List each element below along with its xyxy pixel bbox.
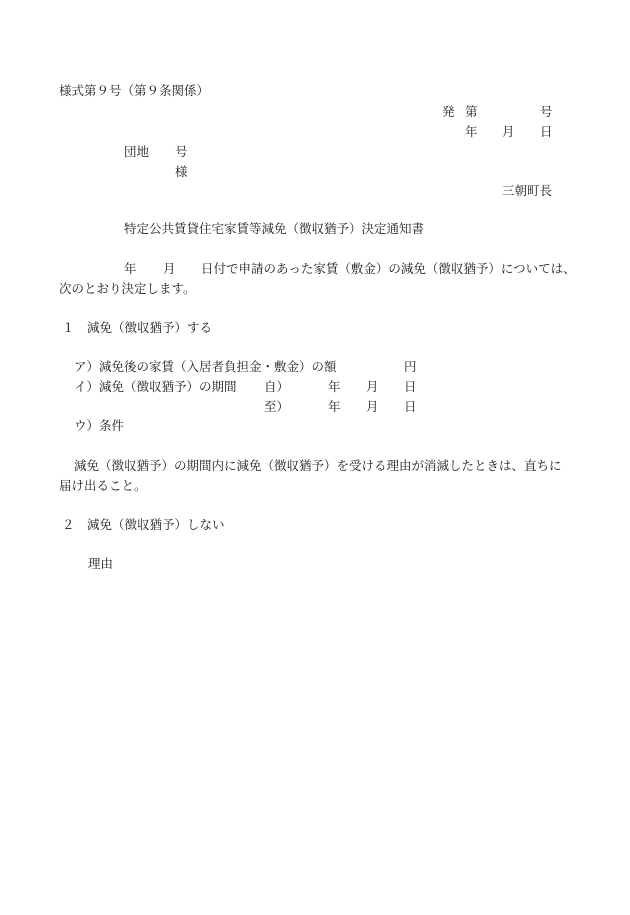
section1-heading: １ 減免（徴収猶予）する: [62, 320, 213, 335]
issue-go: 号: [540, 104, 553, 119]
recipient-sama: 様: [175, 164, 188, 179]
item-a-yen: 円: [404, 359, 417, 374]
item-u-label: ウ）条件: [74, 418, 125, 433]
item-i-from-year: 年: [328, 379, 341, 394]
item-i-to: 至）: [264, 399, 290, 414]
condition-line1: 減免（徴収猶予）の期間内に減免（徴収猶予）を受ける理由が消滅したときは、直ちに: [74, 458, 562, 473]
item-i-to-year: 年: [328, 399, 341, 414]
date-month: 月: [502, 124, 515, 139]
item-i-to-month: 月: [366, 399, 379, 414]
recipient-go: 号: [175, 144, 188, 159]
item-i-from-day: 日: [404, 379, 417, 394]
intro-line1: 日付で申請のあった家賃（敷金）の減免（徴収猶予）については、: [201, 261, 576, 276]
condition-line2: 届け出ること。: [59, 478, 147, 493]
section2-heading: ２ 減免（徴収猶予）しない: [62, 517, 225, 532]
recipient-danchi: 団地: [124, 144, 150, 159]
issue-dai: 第: [465, 104, 478, 119]
issue-hatsu: 発: [442, 104, 455, 119]
item-i-from-month: 月: [366, 379, 379, 394]
sender: 三朝町長: [502, 183, 553, 198]
intro-month: 月: [163, 261, 176, 276]
item-i-to-day: 日: [404, 399, 417, 414]
date-year: 年: [465, 124, 478, 139]
reason-label: 理由: [88, 556, 114, 571]
item-a-label: ア）減免後の家賃（入居者負担金・敷金）の額: [74, 359, 337, 374]
intro-line2: 次のとおり決定します。: [59, 281, 196, 296]
form-number: 様式第９号（第９条関係）: [59, 83, 210, 98]
item-i-label: イ）減免（徴収猶予）の期間: [74, 379, 237, 394]
intro-year: 年: [124, 261, 137, 276]
date-day: 日: [540, 124, 553, 139]
item-i-from: 自）: [264, 379, 290, 394]
document-title: 特定公共賃貸住宅家賃等減免（徴収猶予）決定通知書: [124, 221, 425, 236]
